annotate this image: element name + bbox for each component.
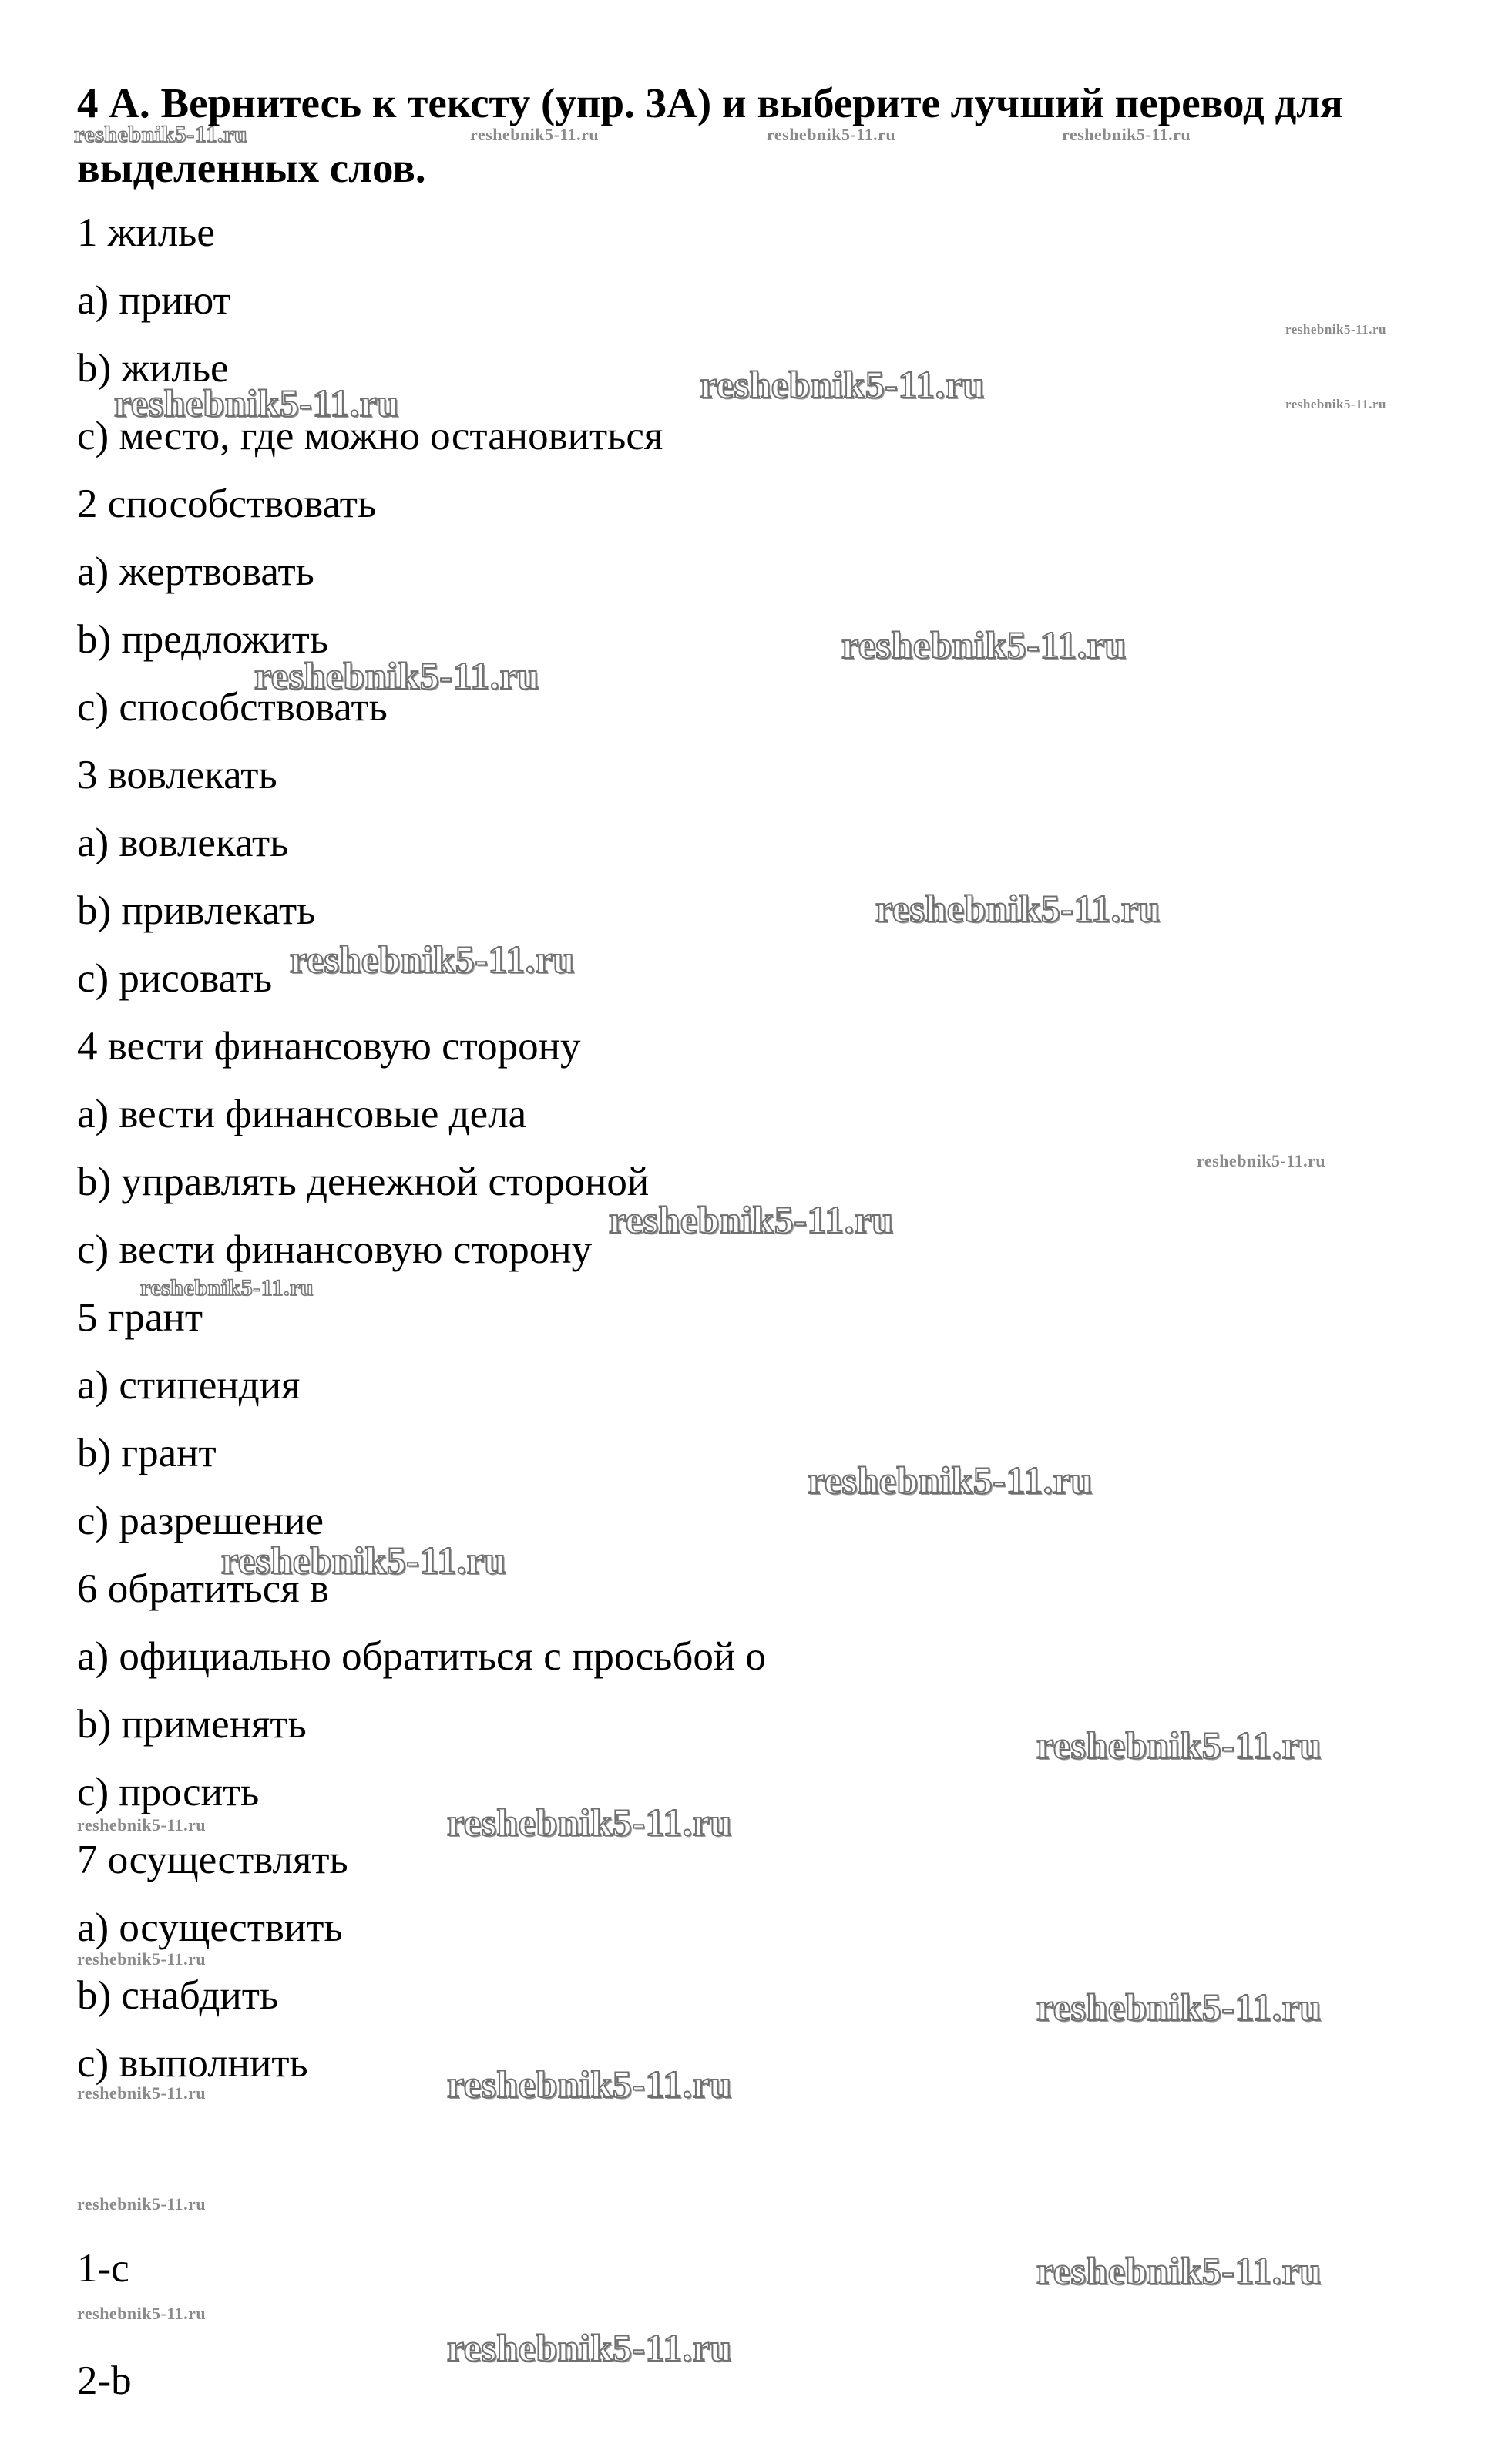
watermark: reshebnik5-11.ru (114, 381, 399, 425)
watermark: reshebnik5-11.ru (77, 2083, 207, 2103)
question-7: 7 осуществлять (77, 1838, 348, 1882)
option-2a: a) жертвовать (77, 549, 314, 594)
option-4b: b) управлять денежной стороной (77, 1160, 650, 1204)
watermark: reshebnik5-11.ru (700, 363, 985, 406)
option-7a: a) осуществить (77, 1905, 343, 1950)
watermark: reshebnik5-11.ru (609, 1198, 894, 1241)
watermark: reshebnik5-11.ru (1036, 1986, 1322, 2029)
option-6a: a) официально обратиться с просьбой о (77, 1634, 766, 1679)
option-3a: a) вовлекать (77, 821, 289, 865)
watermark: reshebnik5-11.ru (767, 125, 896, 144)
watermark: reshebnik5-11.ru (808, 1459, 1093, 1502)
option-3b: b) привлекать (77, 888, 316, 933)
watermark: reshebnik5-11.ru (140, 1275, 314, 1301)
question-5: 5 грант (77, 1295, 203, 1340)
option-1a: a) приют (77, 278, 231, 323)
watermark: reshebnik5-11.ru (841, 623, 1127, 666)
watermark: reshebnik5-11.ru (77, 1815, 207, 1835)
watermark: reshebnik5-11.ru (77, 1949, 207, 1969)
watermark: reshebnik5-11.ru (74, 122, 247, 147)
option-5a: a) стипендия (77, 1363, 301, 1408)
option-2b: b) предложить (77, 617, 328, 662)
question-2: 2 способствовать (77, 482, 377, 526)
watermark: reshebnik5-11.ru (470, 125, 600, 144)
option-4c: c) вести финансовую сторону (77, 1227, 593, 1272)
option-3c: c) рисовать (77, 956, 273, 1001)
watermark: reshebnik5-11.ru (77, 2304, 207, 2323)
option-6c: c) просить (77, 1770, 260, 1814)
answer-1: 1-c (77, 2246, 129, 2291)
option-5c: c) разрешение (77, 1499, 324, 1543)
watermark: reshebnik5-11.ru (77, 2194, 207, 2214)
option-1c: c) место, где можно остановиться (77, 414, 663, 458)
watermark: reshebnik5-11.ru (447, 1801, 732, 1844)
watermark: reshebnik5-11.ru (1285, 322, 1386, 337)
option-5b: b) грант (77, 1431, 217, 1475)
answer-2: 2-b (77, 2358, 132, 2403)
option-6b: b) применять (77, 1702, 307, 1747)
watermark: reshebnik5-11.ru (221, 1539, 506, 1582)
watermark: reshebnik5-11.ru (1036, 2249, 1322, 2292)
watermark: reshebnik5-11.ru (1036, 1724, 1322, 1767)
watermark: reshebnik5-11.ru (1197, 1151, 1326, 1170)
option-7b: b) снабдить (77, 1973, 279, 2018)
option-2c: c) способствовать (77, 685, 388, 730)
question-3: 3 вовлекать (77, 753, 277, 797)
question-4: 4 вести финансовую сторону (77, 1024, 581, 1069)
question-6: 6 обратиться в (77, 1566, 329, 1611)
watermark: reshebnik5-11.ru (875, 887, 1161, 930)
watermark: reshebnik5-11.ru (254, 654, 539, 697)
watermark: reshebnik5-11.ru (290, 938, 575, 981)
question-1: 1 жилье (77, 210, 215, 255)
watermark: reshebnik5-11.ru (1285, 397, 1386, 411)
watermark: reshebnik5-11.ru (1062, 125, 1191, 144)
watermark: reshebnik5-11.ru (447, 2326, 732, 2369)
option-1b: b) жилье (77, 346, 229, 391)
option-7c: c) выполнить (77, 2041, 308, 2086)
watermark: reshebnik5-11.ru (447, 2063, 732, 2106)
option-4a: a) вести финансовые дела (77, 1092, 527, 1136)
exercise-title: 4 А. Вернитесь к тексту (упр. 3А) и выберите лучший перевод для выделенных слов. (77, 79, 1343, 191)
